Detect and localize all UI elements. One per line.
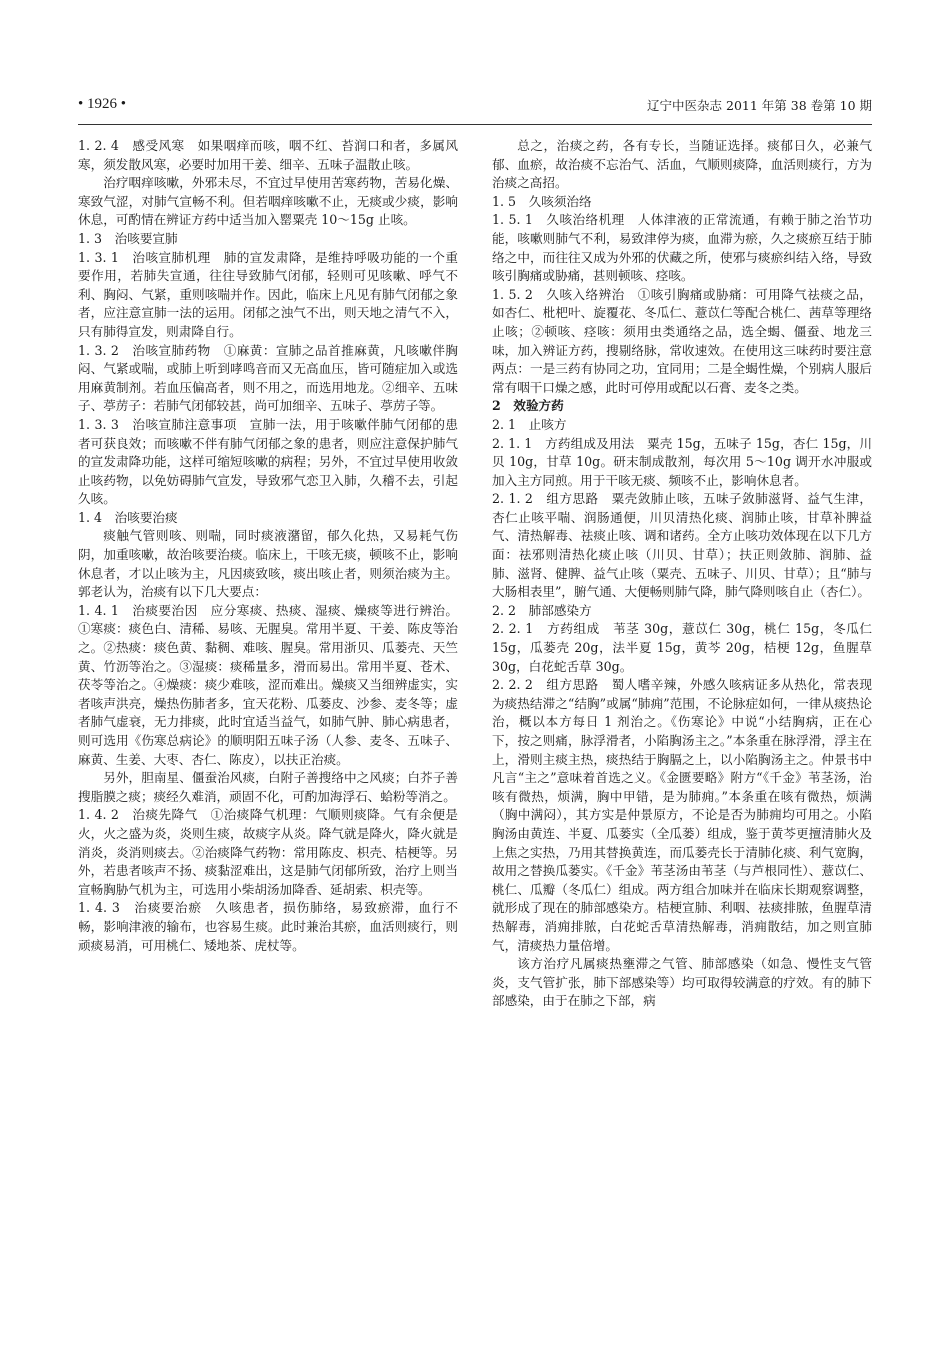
paragraph: 1. 4. 2 治痰先降气 ①治痰降气机理：气顺则痰降。气有余便是火，火之盛为炎，炎则生痰，故痰字从炎。降气就是降火，降火就是消炎，炎消则痰去。②治痰降气药物：常用陈皮、枳壳、桔梗等。另外，若患者咳声不扬、痰黏涩难出，这是肺气闭郁所致，治疗上则当宣畅胸胁气机为主，可选用小柴胡汤加降香、延胡索、枳壳等。 <box>78 807 458 897</box>
page-header <box>78 96 872 120</box>
left-column <box>78 137 458 955</box>
journal-title: 辽宁中医杂志 2011 年第 38 卷第 10 期 <box>647 98 872 113</box>
paragraph: 1. 5. 1 久咳治络机理 人体津液的正常流通，有赖于肺之治节功能，咳嗽则肺气不利，易致津停为痰，血滞为瘀，久之痰瘀互结于肺络之中，而往往又成为外邪的伏藏之所，使邪与痰瘀纠结入络，导致咳引胸痛或胁痛，甚则顿咳、痉咳。 <box>492 212 872 284</box>
section-heading: 1. 3 治咳要宣肺 <box>78 230 178 246</box>
paragraph: 治疗咽痒咳嗽，外邪未尽，不宜过早使用苦寒药物，苦易化燥、寒致气涩，对肺气宣畅不利。但若咽痒咳嗽不止，无痰或少痰，影响休息，可酌情在辨证方药中适当加入罂粟壳 10～15g 止咳。 <box>78 175 458 228</box>
section-heading: 2. 2 肺部感染方 <box>492 602 592 618</box>
paragraph: 1. 3. 2 治咳宣肺药物 ①麻黄：宣肺之品首推麻黄，凡咳嗽伴胸闷、气紧或喘，或肺上听到哮鸣音而又无高血压，皆可随症加入或选用麻黄制剂。若血压偏高者，则不用之，而选用地龙。②细辛、五味子、葶苈子：若肺气闭郁较甚，尚可加细辛、五味子、葶苈子等。 <box>78 342 458 414</box>
paragraph: 2. 1. 1 方药组成及用法 粟壳 15g，五味子 15g，杏仁 15g，川贝 10g，甘草 10g。研末制成散剂，每次用 5～10g 调开水冲服或加入主方同煎。用于干咳无痰、频咳不止，影响休息者。 <box>492 435 872 488</box>
paragraph: 1. 3. 1 治咳宣肺机理 肺的宣发肃降，是维持呼吸功能的一个重要作用，若肺失宣通，往往导致肺气闭郁，轻则可见咳嗽、呼气不利、胸闷、气紧，重则咳喘并作。因此，临床上凡见有肺气闭郁之象者，应注意宣肺一法的运用。闭郁之浊气不出，则天地之清气不入，只有肺得宣发，则肃降自行。 <box>78 249 458 339</box>
section-heading: 2. 1 止咳方 <box>492 416 567 432</box>
paragraph: 1. 3. 3 治咳宣肺注意事项 宣肺一法，用于咳嗽伴肺气闭郁的患者可获良效；而咳嗽不伴有肺气闭郁之象的患者，则应注意保护肺气的宣发肃降功能，这样可缩短咳嗽的病程；另外，不宜过早使用收敛止咳药物，以免妨碍肺气宣发，导致邪气恋卫入肺，久稽不去，引起久咳。 <box>78 416 458 507</box>
paragraph: 2. 2. 2 组方思路 蜀人嗜辛辣，外感久咳病证多从热化，常表现为痰热结滞之“结胸”或属“肺痈”范围，不论脉症如何，一律从痰热论治，概以本方每日 1 剂治之。《伤寒论》中说“小结胸病，正在心下，按之则痛，脉浮滑者，小陷胸汤主之。”本条重在脉浮滑，浮主在上，滑则主痰主热，痰热结于胸膈之上，以小陷胸汤主之。仲景书中凡言“主之”意味着首选之义。《金匮要略》附方“《千金》苇茎汤，治咳有微热，烦满，胸中甲错，是为肺痈。”本条重在咳有微热，烦满（胸中满闷），其方实是仲景原方，不论是否为肺痈均可用之。小陷胸汤由黄连、半夏、瓜蒌实（全瓜蒌）组成，鉴于黄芩更擅清肺火及上焦之实热，乃用其替换黄连，而瓜蒌壳长于清肺化痰、利气宽胸，故用之替换瓜蒌实。《千金》苇茎汤由苇茎（与芦根同性）、薏苡仁、桃仁、瓜瓣（冬瓜仁）组成。两方组合加味并在临床长期观察调整，就形成了现在的肺部感染方。桔梗宣肺、利咽、祛痰排脓，鱼腥草清热解毒，消痈排脓，白花蛇舌草清热解毒，消痈散结，加之则宣肺气，清痰热力量倍增。 <box>492 677 872 953</box>
header-rule <box>78 124 872 125</box>
section-heading: 2 效验方药 <box>492 398 564 414</box>
section-heading: 1. 4 治咳要治痰 <box>78 509 178 525</box>
page-number: • 1926 • <box>78 96 127 112</box>
paragraph: 1. 2. 4 感受风寒 如果咽痒而咳，咽不红、苔润口和者，多属风寒，须发散风寒，必要时加用干姜、细辛、五味子温散止咳。 <box>78 138 458 172</box>
paragraph: 另外，胆南星、僵蚕治风痰，白附子善搜络中之风痰；白芥子善搜脂膜之痰；痰经久难消，顽固不化，可酌加海浮石、蛤粉等消之。 <box>78 770 458 804</box>
paragraph: 总之，治痰之药，各有专长，当随证选择。痰郁日久，必兼气郁、血瘀，故治痰不忘治气、活血，气顺则痰降，血活则痰行，方为治痰之高招。 <box>492 138 872 191</box>
paragraph: 痰触气管则咳、则喘，同时痰液潴留，郁久化热，又易耗气伤阴，加重咳嗽，故治咳要治痰。临床上，干咳无痰，顿咳不止，影响休息者，才以止咳为主，凡因痰致咳，痰出咳止者，则须治痰为主。郭老认为，治痰有以下几大要点： <box>78 528 458 600</box>
paragraph: 1. 5. 2 久咳入络辨治 ①咳引胸痛或胁痛：可用降气祛痰之品，如杏仁、枇杷叶、旋覆花、冬瓜仁、薏苡仁等配合桃仁、茜草等理络止咳；②顿咳、痉咳：须用虫类通络之品，选全蝎、僵蚕、地龙三味，加入辨证方药，搜剔络脉，常收速效。在使用这三味药时要注意两点：一是三药有协同之功，宜同用；二是全蝎性燥，个别病人服后常有咽干口燥之感，此时可停用或配以石膏、麦冬之类。 <box>492 286 872 395</box>
paragraph: 2. 2. 1 方药组成 苇茎 30g，薏苡仁 30g，桃仁 15g，冬瓜仁 15g，瓜蒌壳 20g，法半夏 15g，黄芩 20g，桔梗 12g，鱼腥草 30g，白花蛇舌草 30g。 <box>492 621 872 674</box>
paragraph: 1. 4. 3 治痰要治瘀 久咳患者，损伤肺络，易致瘀滞，血行不畅，影响津液的输布，也容易生痰。此时兼治其瘀，血活则痰行，则顽痰易消，可用桃仁、矮地茶、虎杖等。 <box>78 900 458 953</box>
section-heading: 1. 5 久咳须治络 <box>492 193 592 209</box>
right-column <box>492 137 872 1011</box>
paragraph: 2. 1. 2 组方思路 粟壳敛肺止咳，五味子敛肺滋肾、益气生津，杏仁止咳平喘、润肠通便，川贝清热化痰、润肺止咳，甘草补脾益气、清热解毒、祛痰止咳、调和诸药。全方止咳功效体现在以下几方面：祛邪则清热化痰止咳（川贝、甘草）；扶正则敛肺、润肺、益肺、滋肾、健脾、益气止咳（粟壳、五味子、川贝、甘草）；且“肺与大肠相表里”，腑气通、大便畅则肺气降，肺气降则咳自止（杏仁）。 <box>492 491 872 600</box>
paragraph: 该方治疗凡属痰热壅滞之气管、肺部感染（如急、慢性支气管炎，支气管扩张，肺下部感染等）均可取得较满意的疗效。有的肺下部感染，由于在肺之下部，病 <box>492 956 872 1009</box>
paragraph: 1. 4. 1 治痰要治因 应分寒痰、热痰、湿痰、燥痰等进行辨治。①寒痰：痰色白、清稀、易咳、无腥臭。常用半夏、干姜、陈皮等治之。②热痰：痰色黄、黏稠、难咳、腥臭。常用浙贝、瓜蒌壳、天竺黄、竹沥等治之。③湿痰：痰稀量多，滑而易出。常用半夏、苍术、茯苓等治之。④燥痰：痰少难咳，涩而难出。燥痰又当细辨虚实，实者咳声洪亮，燥热伤肺者多，宜天花粉、瓜蒌皮、沙参、麦冬等；虚者肺气虚衰，无力排痰，此时宜适当益气，如肺气肿、肺心病患者，则可选用《伤寒总病论》的顺明阳五味子汤（人参、麦冬、五味子、麻黄、生姜、大枣、杏仁、陈皮），以扶正治痰。 <box>78 602 458 767</box>
